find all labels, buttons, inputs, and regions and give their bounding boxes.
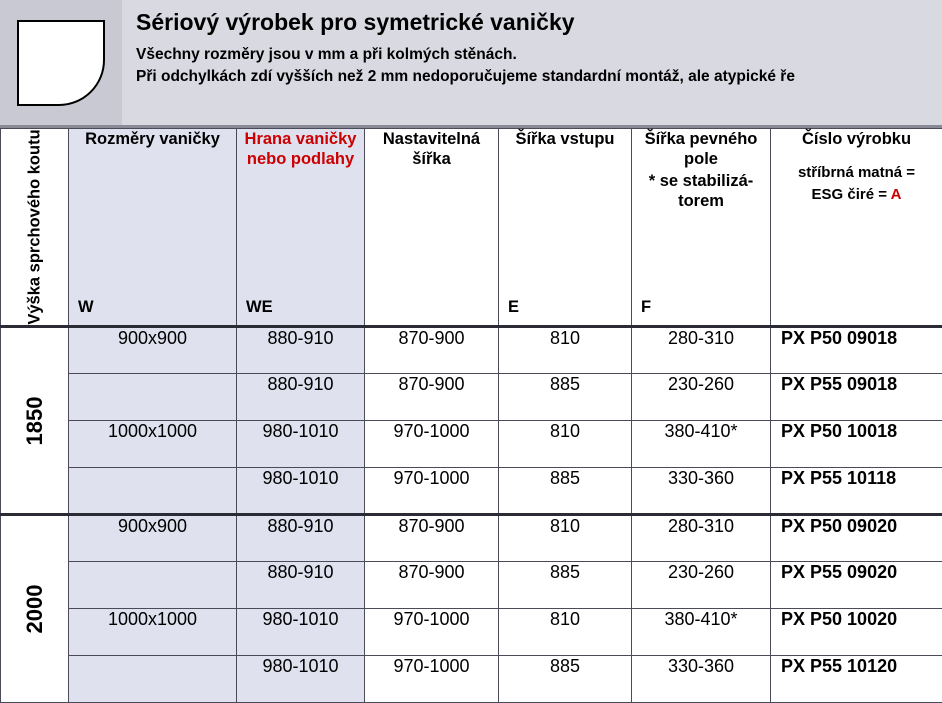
cell-edge: 880-910 <box>237 515 365 562</box>
cell-fixed: 330-360 <box>632 468 771 515</box>
group-height-2000 <box>1 515 69 703</box>
cell-edge: 980-1010 <box>237 609 365 656</box>
column-header-edge-label: Hrana vaničky nebo podlahy <box>245 130 357 168</box>
header-band <box>0 0 942 128</box>
column-header-fixed-label: Šířka pevného pole <box>645 130 758 168</box>
cell-adjustable: 870-900 <box>365 515 499 562</box>
column-header-entry <box>499 129 632 327</box>
table-row <box>1 515 942 562</box>
cell-adjustable: 870-900 <box>365 327 499 374</box>
table-row <box>1 656 942 703</box>
cell-size: 900x900 <box>69 327 237 374</box>
cell-code: PX P50 09020 <box>771 515 942 562</box>
table-row <box>1 468 942 515</box>
cell-fixed: 380-410* <box>632 609 771 656</box>
header-icon-cell <box>0 0 122 125</box>
column-header-size <box>69 129 237 327</box>
cell-fixed: 230-260 <box>632 374 771 421</box>
cell-edge: 880-910 <box>237 562 365 609</box>
cell-edge: 980-1010 <box>237 656 365 703</box>
cell-code: PX P55 10118 <box>771 468 942 515</box>
column-header-edge <box>237 129 365 327</box>
cell-size: 1000x1000 <box>69 609 237 656</box>
group-height-1850 <box>1 327 69 515</box>
header-note-line-1: Všechny rozměry jsou v mm a při kolmých stěnách. <box>136 44 795 66</box>
cell-edge: 880-910 <box>237 374 365 421</box>
column-header-fixed <box>632 129 771 327</box>
column-header-entry-label: Šířka vstupu <box>515 130 614 148</box>
cell-size <box>69 468 237 515</box>
cell-edge: 980-1010 <box>237 421 365 468</box>
column-header-fixed-note: * se stabilizá-torem <box>632 171 770 211</box>
cell-entry: 885 <box>499 374 632 421</box>
column-header-code-label: Číslo výrobku <box>802 130 911 148</box>
column-header-size-label: Rozměry vaničky <box>85 130 220 148</box>
column-header-adjustable <box>365 129 499 327</box>
cell-size <box>69 374 237 421</box>
cell-entry: 885 <box>499 468 632 515</box>
cell-entry: 885 <box>499 656 632 703</box>
table-row <box>1 327 942 374</box>
cell-code: PX P55 09020 <box>771 562 942 609</box>
cell-code: PX P50 09018 <box>771 327 942 374</box>
column-header-adjustable-label: Nastavitelná šířka <box>383 130 480 168</box>
page-title: Sériový výrobek pro symetrické vaničky <box>136 8 795 37</box>
specification-table <box>0 128 942 703</box>
shower-tray-quadrant-icon <box>17 20 105 106</box>
cell-size <box>69 656 237 703</box>
table-row <box>1 562 942 609</box>
table-row <box>1 421 942 468</box>
cell-fixed: 280-310 <box>632 327 771 374</box>
cell-adjustable: 970-1000 <box>365 609 499 656</box>
cell-size <box>69 562 237 609</box>
column-symbol-we: WE <box>246 297 273 317</box>
column-symbol-e: E <box>508 297 519 317</box>
cell-fixed: 230-260 <box>632 562 771 609</box>
column-header-code-sub1 <box>771 163 942 183</box>
group-height-2000-label: 2000 <box>22 585 48 634</box>
table-body <box>1 327 942 703</box>
cell-code: PX P50 10020 <box>771 609 942 656</box>
code-sub2-accent: A <box>891 186 902 203</box>
cell-adjustable: 870-900 <box>365 562 499 609</box>
column-symbol-f: F <box>641 297 651 317</box>
cell-size: 1000x1000 <box>69 421 237 468</box>
code-sub1-text: stříbrná matná = <box>798 164 915 181</box>
column-header-code-sub2 <box>771 185 942 205</box>
cell-edge: 980-1010 <box>237 468 365 515</box>
group-height-1850-label: 1850 <box>22 396 48 445</box>
cell-fixed: 380-410* <box>632 421 771 468</box>
cell-entry: 810 <box>499 327 632 374</box>
cell-adjustable: 970-1000 <box>365 656 499 703</box>
column-symbol-w: W <box>78 297 94 317</box>
cell-fixed: 330-360 <box>632 656 771 703</box>
cell-edge: 880-910 <box>237 327 365 374</box>
cell-code: PX P55 09018 <box>771 374 942 421</box>
cell-adjustable: 970-1000 <box>365 421 499 468</box>
cell-code: PX P50 10018 <box>771 421 942 468</box>
cell-entry: 810 <box>499 515 632 562</box>
column-header-height-label: Výška sprchového koutu <box>24 129 45 324</box>
cell-adjustable: 870-900 <box>365 374 499 421</box>
header-text-block <box>122 0 795 89</box>
cell-entry: 885 <box>499 562 632 609</box>
cell-fixed: 280-310 <box>632 515 771 562</box>
cell-entry: 810 <box>499 421 632 468</box>
table-row <box>1 609 942 656</box>
header-note-line-2: Při odchylkách zdí vyšších než 2 mm nedoporučujeme standardní montáž, ale atypické ře <box>136 66 795 88</box>
column-header-code <box>771 129 942 327</box>
column-header-height <box>1 129 69 327</box>
cell-entry: 810 <box>499 609 632 656</box>
cell-code: PX P55 10120 <box>771 656 942 703</box>
table-header-row <box>1 129 942 327</box>
cell-size: 900x900 <box>69 515 237 562</box>
table-row <box>1 374 942 421</box>
code-sub2-text: ESG čiré = <box>812 186 891 203</box>
cell-adjustable: 970-1000 <box>365 468 499 515</box>
